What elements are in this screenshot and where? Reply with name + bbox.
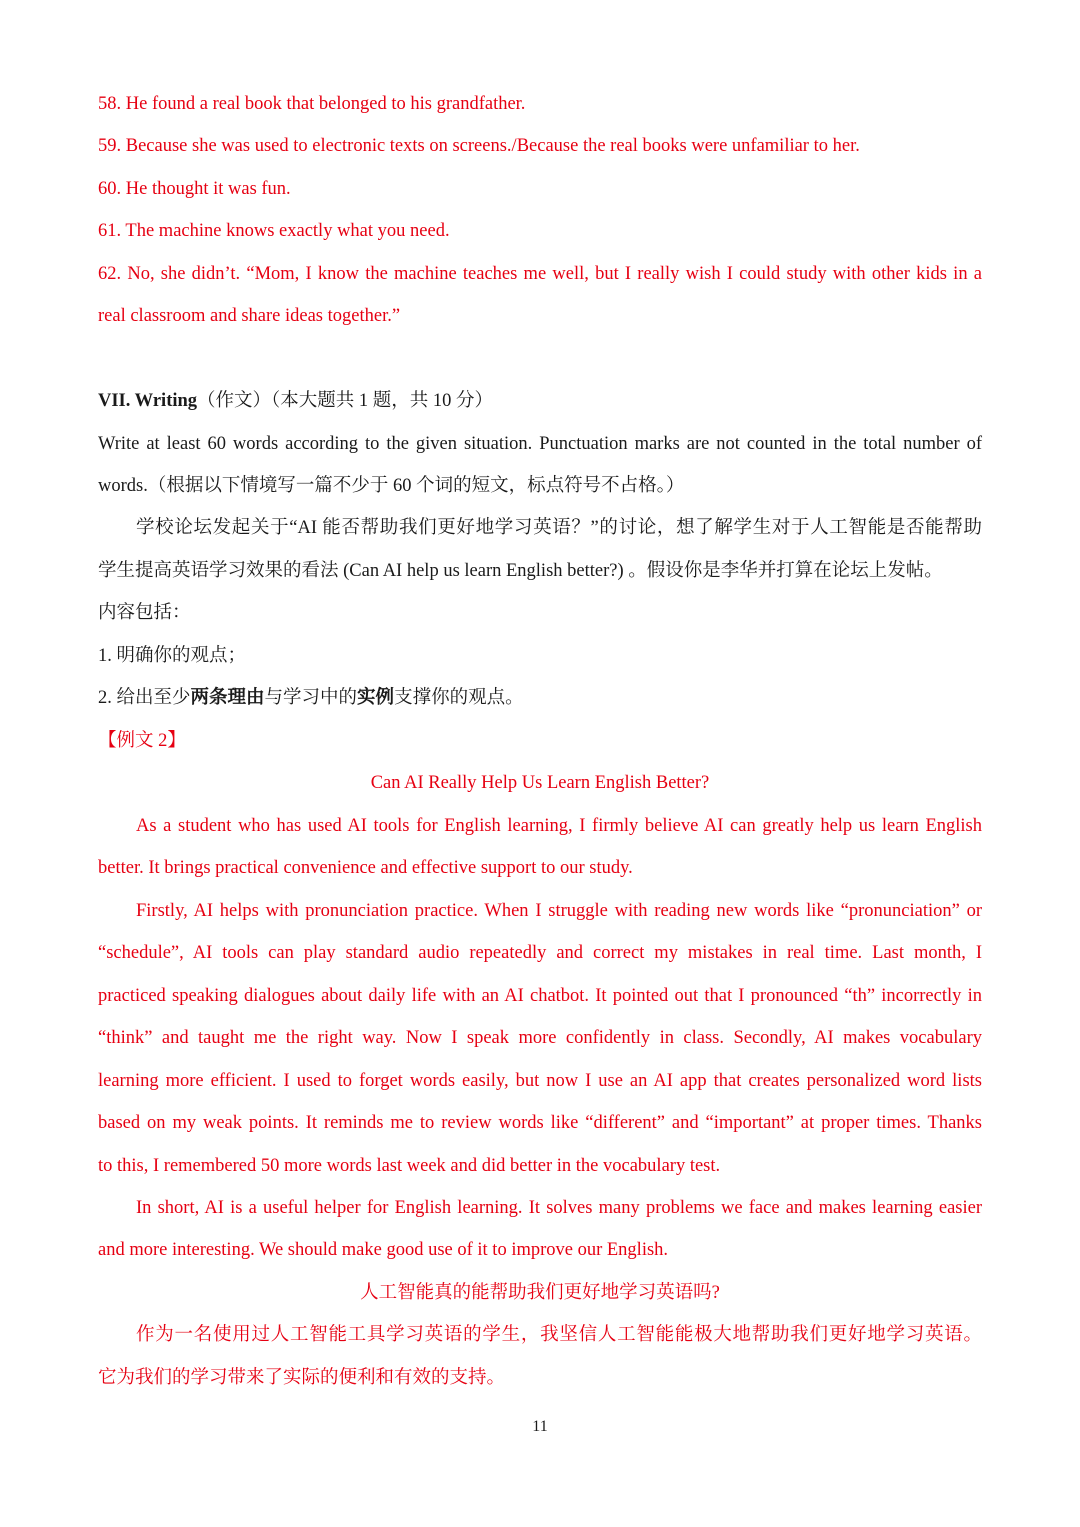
writing-point-1: 1. 明确你的观点；: [98, 646, 247, 666]
sample-label: 【例文 2】: [98, 731, 186, 751]
sample-title: Can AI Really Help Us Learn English Better?: [370, 773, 710, 793]
writing-instruction-line-2: words.（根据以下情境写一篇不少于 60 个词的短文，标点符号不占格。）: [98, 476, 685, 496]
answer-62-line-2: real classroom and share ideas together.”: [98, 306, 401, 326]
answer-60: 60. He thought it was fun.: [98, 179, 291, 199]
writing-heading-cn: （作文）（本大题共 1 题，共 10 分）: [197, 391, 494, 411]
sample-line-3: Firstly, AI helps with pronunciation practice. When I struggle with reading new words like “pronunciation” or: [136, 901, 982, 921]
point-2-middle: 与学习中的: [264, 688, 358, 708]
sample-line-8: based on my weak points. It reminds me to review words like “different” and “important” at proper times. Thanks: [98, 1113, 982, 1133]
sample-line-1: As a student who has used AI tools for English learning, I firmly believe AI can greatly help us learn English: [136, 816, 982, 836]
writing-content-label: 内容包括：: [98, 603, 191, 623]
writing-heading-en: VII. Writing: [98, 391, 198, 411]
sample-line-6: “think” and taught me the right way. Now I speak more confidently in class. Secondly, AI makes vocabulary: [98, 1028, 982, 1048]
point-2-prefix: 2. 给出至少: [98, 688, 191, 708]
sample-cn-line-2: 它为我们的学习带来了实际的便利和有效的支持。: [98, 1368, 506, 1388]
page-number: 11: [532, 1418, 548, 1435]
writing-prompt-line-1: 学校论坛发起关于“AI 能否帮助我们更好地学习英语？”的讨论，想了解学生对于人工智能是否能帮助: [136, 518, 982, 538]
writing-prompt-line-2: 学生提高英语学习效果的看法 (Can AI help us learn English better?) 。假设你是李华并打算在论坛上发帖。: [98, 561, 943, 581]
answer-61: 61. The machine knows exactly what you need.: [98, 221, 450, 241]
point-2-suffix: 支撑你的观点。: [394, 688, 524, 708]
point-2-bold-reasons: 两条理由: [190, 688, 265, 708]
sample-cn-title: 人工智能真的能帮助我们更好地学习英语吗?: [360, 1283, 720, 1303]
answer-58: 58. He found a real book that belonged to his grandfather.: [98, 94, 526, 114]
sample-line-5: practiced speaking dialogues about daily life with an AI chatbot. It pointed out that I pronounced “th” incorrectly in: [98, 986, 982, 1006]
sample-line-9: to this, I remembered 50 more words last week and did better in the vocabulary test.: [98, 1156, 721, 1176]
writing-point-2: [98, 686, 982, 710]
sample-line-2: better. It brings practical convenience and effective support to our study.: [98, 858, 633, 878]
point-2-bold-examples: 实例: [357, 688, 395, 708]
sample-line-10: In short, AI is a useful helper for English learning. It solves many problems we face and makes learning easier: [136, 1198, 982, 1218]
sample-line-7: learning more efficient. I used to forget words easily, but now I use an AI app that creates personalized word lists: [98, 1071, 982, 1091]
sample-line-4: “schedule”, AI tools can play standard audio repeatedly and correct my mistakes in real time. Last month, I: [98, 943, 982, 963]
writing-section-heading: [98, 389, 982, 413]
answer-62-line-1: 62. No, she didn’t. “Mom, I know the machine teaches me well, but I really wish I could study with other kids in a: [98, 264, 982, 284]
sample-cn-line-1: 作为一名使用过人工智能工具学习英语的学生，我坚信人工智能能极大地帮助我们更好地学习英语。: [136, 1325, 982, 1345]
answer-59: 59. Because she was used to electronic texts on screens./Because the real books were unfamiliar to her.: [98, 136, 860, 156]
writing-instruction-line-1: Write at least 60 words according to the given situation. Punctuation marks are not counted in the total number of: [98, 434, 982, 454]
sample-line-11: and more interesting. We should make good use of it to improve our English.: [98, 1240, 669, 1260]
